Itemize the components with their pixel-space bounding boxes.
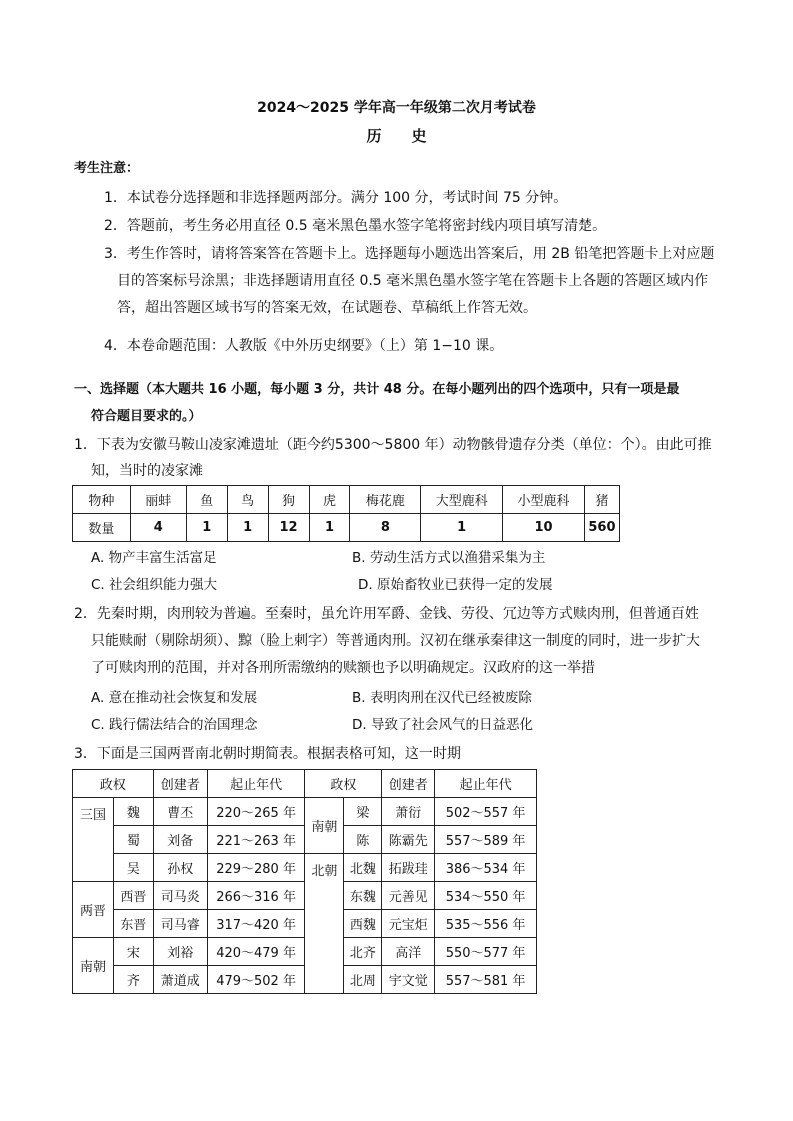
table-cell: 8	[350, 514, 421, 542]
notice-item-3-line-1: 3．考生作答时，请将答案答在答题卡上。选择题每小题选出答案后，用 2B 铅笔把答题卡上对应题	[104, 246, 715, 262]
table-cell: 560	[584, 514, 619, 542]
table-cell: 魏	[113, 798, 153, 826]
table-cell: 1	[227, 514, 268, 542]
table-cell: 司马炎	[153, 882, 207, 910]
table-group-cell: 南朝	[305, 798, 344, 854]
table-cell: 萧道成	[153, 966, 207, 994]
table-cell: 502～557 年	[435, 798, 537, 826]
table-cell: 曹丕	[153, 798, 207, 826]
table-cell: 386～534 年	[435, 854, 537, 882]
table-cell: 1	[186, 514, 227, 542]
table-cell: 317～420 年	[207, 910, 305, 938]
q1-table-row-species	[73, 486, 620, 514]
q1-stem-line-2: 知，当时的凌家滩	[91, 463, 203, 479]
table-header-cell: 创建者	[153, 770, 207, 798]
table-cell: 北魏	[344, 854, 382, 882]
table-header-cell: 政权	[73, 770, 154, 798]
table-cell: 刘裕	[153, 938, 207, 966]
q1-option-a: A. 物产丰富生活富足	[91, 550, 217, 566]
table-row	[73, 966, 537, 994]
table-cell: 266～316 年	[207, 882, 305, 910]
section-heading-line-1: 一、选择题（本大题共 16 小题，每小题 3 分，共计 48 分。在每小题列出的四个选项中，只有一项是最	[74, 382, 680, 397]
table-cell: 元宝炬	[382, 910, 435, 938]
table-cell: 吴	[113, 854, 153, 882]
notice-item-3-line-3: 答，超出答题区域书写的答案无效，在试题卷、草稿纸上作答无效。	[117, 300, 537, 316]
table-header-cell: 创建者	[382, 770, 435, 798]
table-cell: 12	[268, 514, 309, 542]
q1-option-c: C. 社会组织能力强大	[91, 577, 218, 593]
table-cell: 丽蚌	[130, 486, 186, 514]
table-header-cell: 政权	[305, 770, 382, 798]
q1-option-d: D. 原始畜牧业已获得一定的发展	[358, 577, 553, 593]
q2-option-d: D. 导致了社会风气的日益恶化	[352, 717, 533, 733]
table-cell: 蜀	[113, 826, 153, 854]
q1-stem-line-1: 1．下表为安徽马鞍山凌家滩遗址（距今约5300～5800 年）动物骸骨遗存分类（单位：个）。由此可推	[74, 437, 712, 453]
q2-stem-line-3: 了可赎肉刑的范围，并对各刑所需缴纳的赎额也予以明确规定。汉政府的这一举措	[91, 660, 595, 676]
notice-item-1: 1．本试卷分选择题和非选择题两部分。满分 100 分，考试时间 75 分钟。	[104, 190, 568, 206]
table-cell: 狗	[268, 486, 309, 514]
table-cell: 小型鹿科	[503, 486, 585, 514]
table-cell: 梅花鹿	[350, 486, 421, 514]
table-cell: 西晋	[113, 882, 153, 910]
table-cell: 北齐	[344, 938, 382, 966]
q2-stem-line-2: 只能赎耐（剔除胡须）、黥（脸上刺字）等普通肉刑。汉初在继承秦律这一制度的同时，进一步扩大	[91, 633, 700, 649]
notice-item-2: 2．答题前，考生务必用直径 0.5 毫米黑色墨水签字笔将密封线内项目填写清楚。	[104, 218, 607, 234]
table-header-cell: 起止年代	[435, 770, 537, 798]
table-cell: 高洋	[382, 938, 435, 966]
notice-heading: 考生注意：	[74, 161, 140, 176]
table-cell: 10	[503, 514, 585, 542]
q2-option-b: B. 表明肉刑在汉代已经被废除	[352, 690, 532, 706]
table-cell: 西魏	[344, 910, 382, 938]
table-cell: 陈霸先	[382, 826, 435, 854]
table-cell: 东晋	[113, 910, 153, 938]
table-row	[73, 882, 537, 910]
table-cell: 刘备	[153, 826, 207, 854]
table-cell: 宇文觉	[382, 966, 435, 994]
table-cell: 猪	[584, 486, 619, 514]
table-row	[73, 854, 537, 882]
table-cell: 司马睿	[153, 910, 207, 938]
table-cell: 221～263 年	[207, 826, 305, 854]
table-cell: 北周	[344, 966, 382, 994]
table-cell: 物种	[73, 486, 131, 514]
q3-stem: 3．下面是三国两晋南北朝时期简表。根据表格可知，这一时期	[74, 746, 461, 762]
table-cell: 孙权	[153, 854, 207, 882]
table-group-cell: 北朝	[305, 854, 344, 994]
table-cell: 拓跋珪	[382, 854, 435, 882]
table-cell: 大型鹿科	[421, 486, 503, 514]
q2-option-c: C. 践行儒法结合的治国理念	[91, 717, 258, 733]
table-cell: 齐	[113, 966, 153, 994]
q1-table-row-count	[73, 514, 620, 542]
table-cell: 557～581 年	[435, 966, 537, 994]
exam-title: 2024～2025 学年高一年级第二次月考试卷	[257, 100, 536, 116]
table-cell: 479～502 年	[207, 966, 305, 994]
notice-item-3-line-2: 目的答案标号涂黑；非选择题请用直径 0.5 毫米黑色墨水签字笔在答题卡上各题的答题区域内作	[117, 273, 709, 289]
q1-animal-table	[72, 485, 620, 542]
table-header-cell: 起止年代	[207, 770, 305, 798]
table-cell: 229～280 年	[207, 854, 305, 882]
q3-dynasty-table	[72, 769, 537, 994]
table-cell: 宋	[113, 938, 153, 966]
table-row	[73, 798, 537, 826]
table-cell: 4	[130, 514, 186, 542]
table-cell: 534～550 年	[435, 882, 537, 910]
table-cell: 535～556 年	[435, 910, 537, 938]
q2-option-a: A. 意在推动社会恢复和发展	[91, 690, 258, 706]
q3-table-header	[73, 770, 537, 798]
table-group-cell: 南朝	[73, 938, 114, 994]
notice-item-4: 4．本卷命题范围：人教版《中外历史纲要》（上）第 1−10 课。	[104, 338, 504, 354]
table-cell: 数量	[73, 514, 131, 542]
subject-title: 历 史	[366, 127, 427, 145]
table-cell: 420～479 年	[207, 938, 305, 966]
table-cell: 鸟	[227, 486, 268, 514]
table-row	[73, 826, 537, 854]
table-group-cell: 两晋	[73, 882, 114, 938]
table-row	[73, 938, 537, 966]
section-heading-line-2: 符合题目要求的。）	[91, 409, 202, 424]
table-cell: 1	[421, 514, 503, 542]
table-cell: 陈	[344, 826, 382, 854]
q1-option-b: B. 劳动生活方式以渔猎采集为主	[352, 550, 546, 566]
table-cell: 557～589 年	[435, 826, 537, 854]
table-cell: 鱼	[186, 486, 227, 514]
table-cell: 220～265 年	[207, 798, 305, 826]
table-cell: 萧衍	[382, 798, 435, 826]
table-cell: 1	[309, 514, 350, 542]
table-cell: 虎	[309, 486, 350, 514]
table-cell: 550～577 年	[435, 938, 537, 966]
table-cell: 梁	[344, 798, 382, 826]
table-cell: 东魏	[344, 882, 382, 910]
q2-stem-line-1: 2．先秦时期，肉刑较为普遍。至秦时，虽允许用军爵、金钱、劳役、冗边等方式赎肉刑，但普通百姓	[74, 606, 699, 622]
table-group-cell: 三国	[73, 798, 114, 882]
table-row	[73, 910, 537, 938]
table-cell: 元善见	[382, 882, 435, 910]
